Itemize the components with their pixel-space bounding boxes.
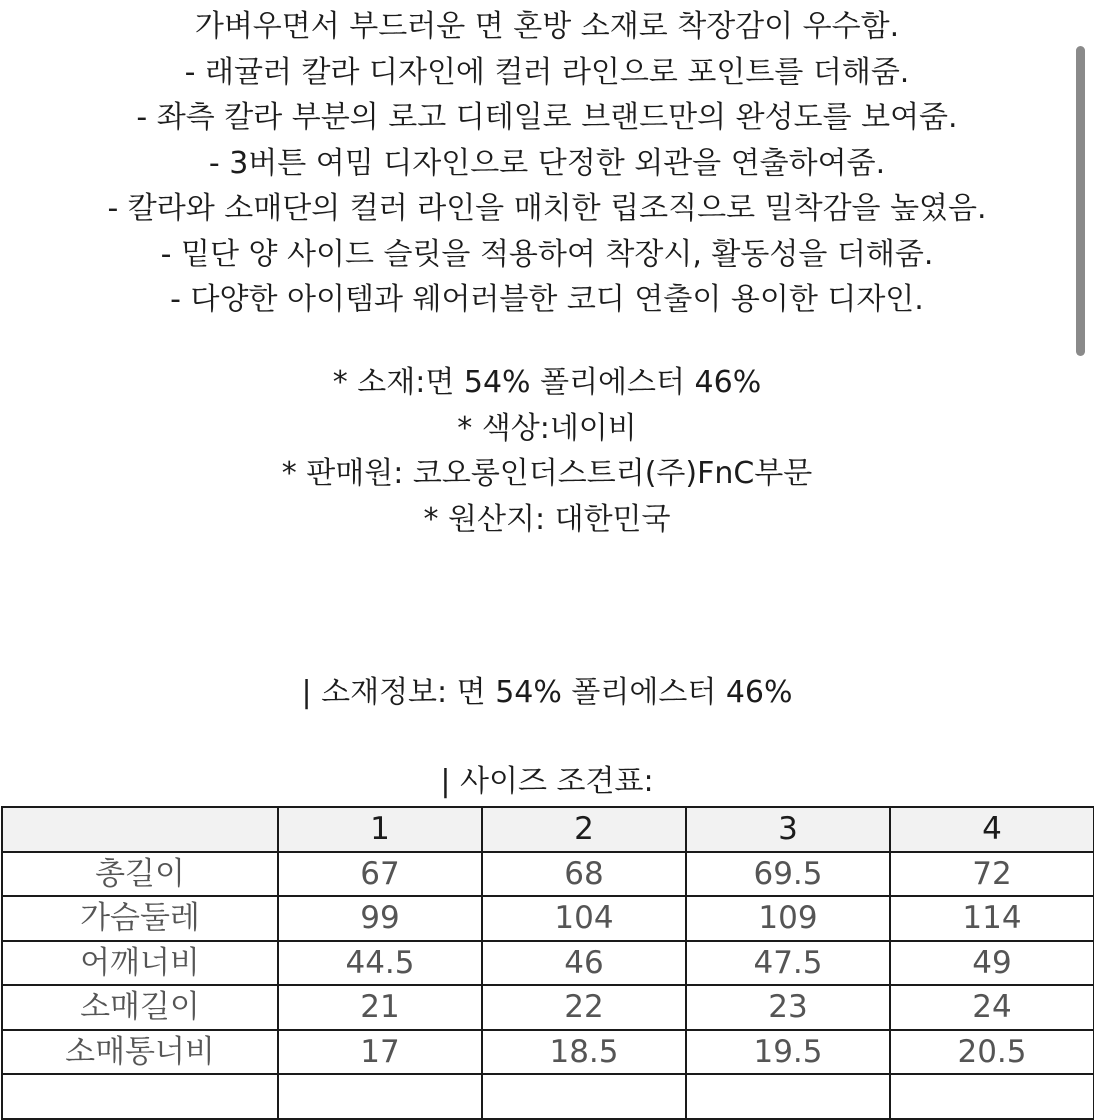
- table-row: [2, 1030, 1094, 1075]
- table-cell: 23: [686, 985, 890, 1030]
- table-cell: [686, 1074, 890, 1119]
- table-cell: 114: [890, 896, 1094, 941]
- spec-seller: * 판매원: 코오롱인더스트리(주)FnC부문: [281, 456, 813, 491]
- spec-color: * 색상:네이비: [457, 410, 637, 446]
- description-line: 가벼우면서 부드러운 면 혼방 소재로 착장감이 우수함.: [194, 9, 900, 44]
- table-cell: [890, 1074, 1094, 1119]
- table-row: [2, 985, 1094, 1030]
- description-line: - 래귤러 칼라 디자인에 컬러 라인으로 포인트를 더해줌.: [184, 54, 910, 90]
- header-cell-size-2: 2: [482, 807, 686, 852]
- row-label: 소매길이: [2, 985, 278, 1030]
- table-cell: [278, 1074, 482, 1119]
- description-line: - 칼라와 소매단의 컬러 라인을 매치한 립조직으로 밀착감을 높였음.: [107, 191, 987, 226]
- vertical-scrollbar[interactable]: [1076, 46, 1085, 356]
- table-cell: 46: [482, 941, 686, 986]
- description-line: - 3버튼 여밈 디자인으로 단정한 외관을 연출하여줌.: [208, 145, 886, 181]
- row-label: 어깨너비: [2, 941, 278, 986]
- table-row: [2, 1074, 1094, 1119]
- table-cell: 47.5: [686, 941, 890, 986]
- material-info: | 소재정보: 면 54% 폴리에스터 46%: [301, 675, 793, 710]
- description-line: - 좌측 칼라 부분의 로고 디테일로 브랜드만의 완성도를 보여줌.: [136, 100, 958, 135]
- table-cell: 19.5: [686, 1030, 890, 1075]
- row-label: [2, 1074, 278, 1119]
- table-cell: 67: [278, 852, 482, 897]
- header-cell-size-1: 1: [278, 807, 482, 852]
- row-label: 가슴둘레: [2, 896, 278, 941]
- size-table-header: [2, 807, 1094, 852]
- description-line: - 다양한 아이템과 웨어러블한 코디 연출이 용이한 디자인.: [170, 282, 924, 317]
- header-cell-size-4: 4: [890, 807, 1094, 852]
- table-cell: 18.5: [482, 1030, 686, 1075]
- table-cell: 49: [890, 941, 1094, 986]
- table-cell: 20.5: [890, 1030, 1094, 1075]
- table-row: [2, 941, 1094, 986]
- description-list: [0, 4, 1094, 323]
- size-table: [1, 806, 1094, 1120]
- table-cell: 68: [482, 852, 686, 897]
- table-row: [2, 896, 1094, 941]
- row-label: 총길이: [2, 852, 278, 897]
- spec-material: * 소재:면 54% 폴리에스터 46%: [332, 365, 762, 400]
- row-label: 소매통너비: [2, 1030, 278, 1075]
- size-table-title: | 사이즈 조견표:: [440, 764, 654, 799]
- table-cell: 69.5: [686, 852, 890, 897]
- table-cell: 109: [686, 896, 890, 941]
- table-row: [2, 852, 1094, 897]
- spec-list: [0, 360, 1094, 542]
- table-cell: 17: [278, 1030, 482, 1075]
- table-cell: 104: [482, 896, 686, 941]
- table-cell: 72: [890, 852, 1094, 897]
- table-cell: 44.5: [278, 941, 482, 986]
- header-cell-size-3: 3: [686, 807, 890, 852]
- table-cell: 22: [482, 985, 686, 1030]
- table-cell: 99: [278, 896, 482, 941]
- table-cell: 21: [278, 985, 482, 1030]
- table-cell: [482, 1074, 686, 1119]
- table-cell: 24: [890, 985, 1094, 1030]
- spec-origin: * 원산지: 대한민국: [423, 501, 671, 537]
- description-line: - 밑단 양 사이드 슬릿을 적용하여 착장시, 활동성을 더해줌.: [160, 236, 934, 272]
- header-cell-empty: [2, 807, 278, 852]
